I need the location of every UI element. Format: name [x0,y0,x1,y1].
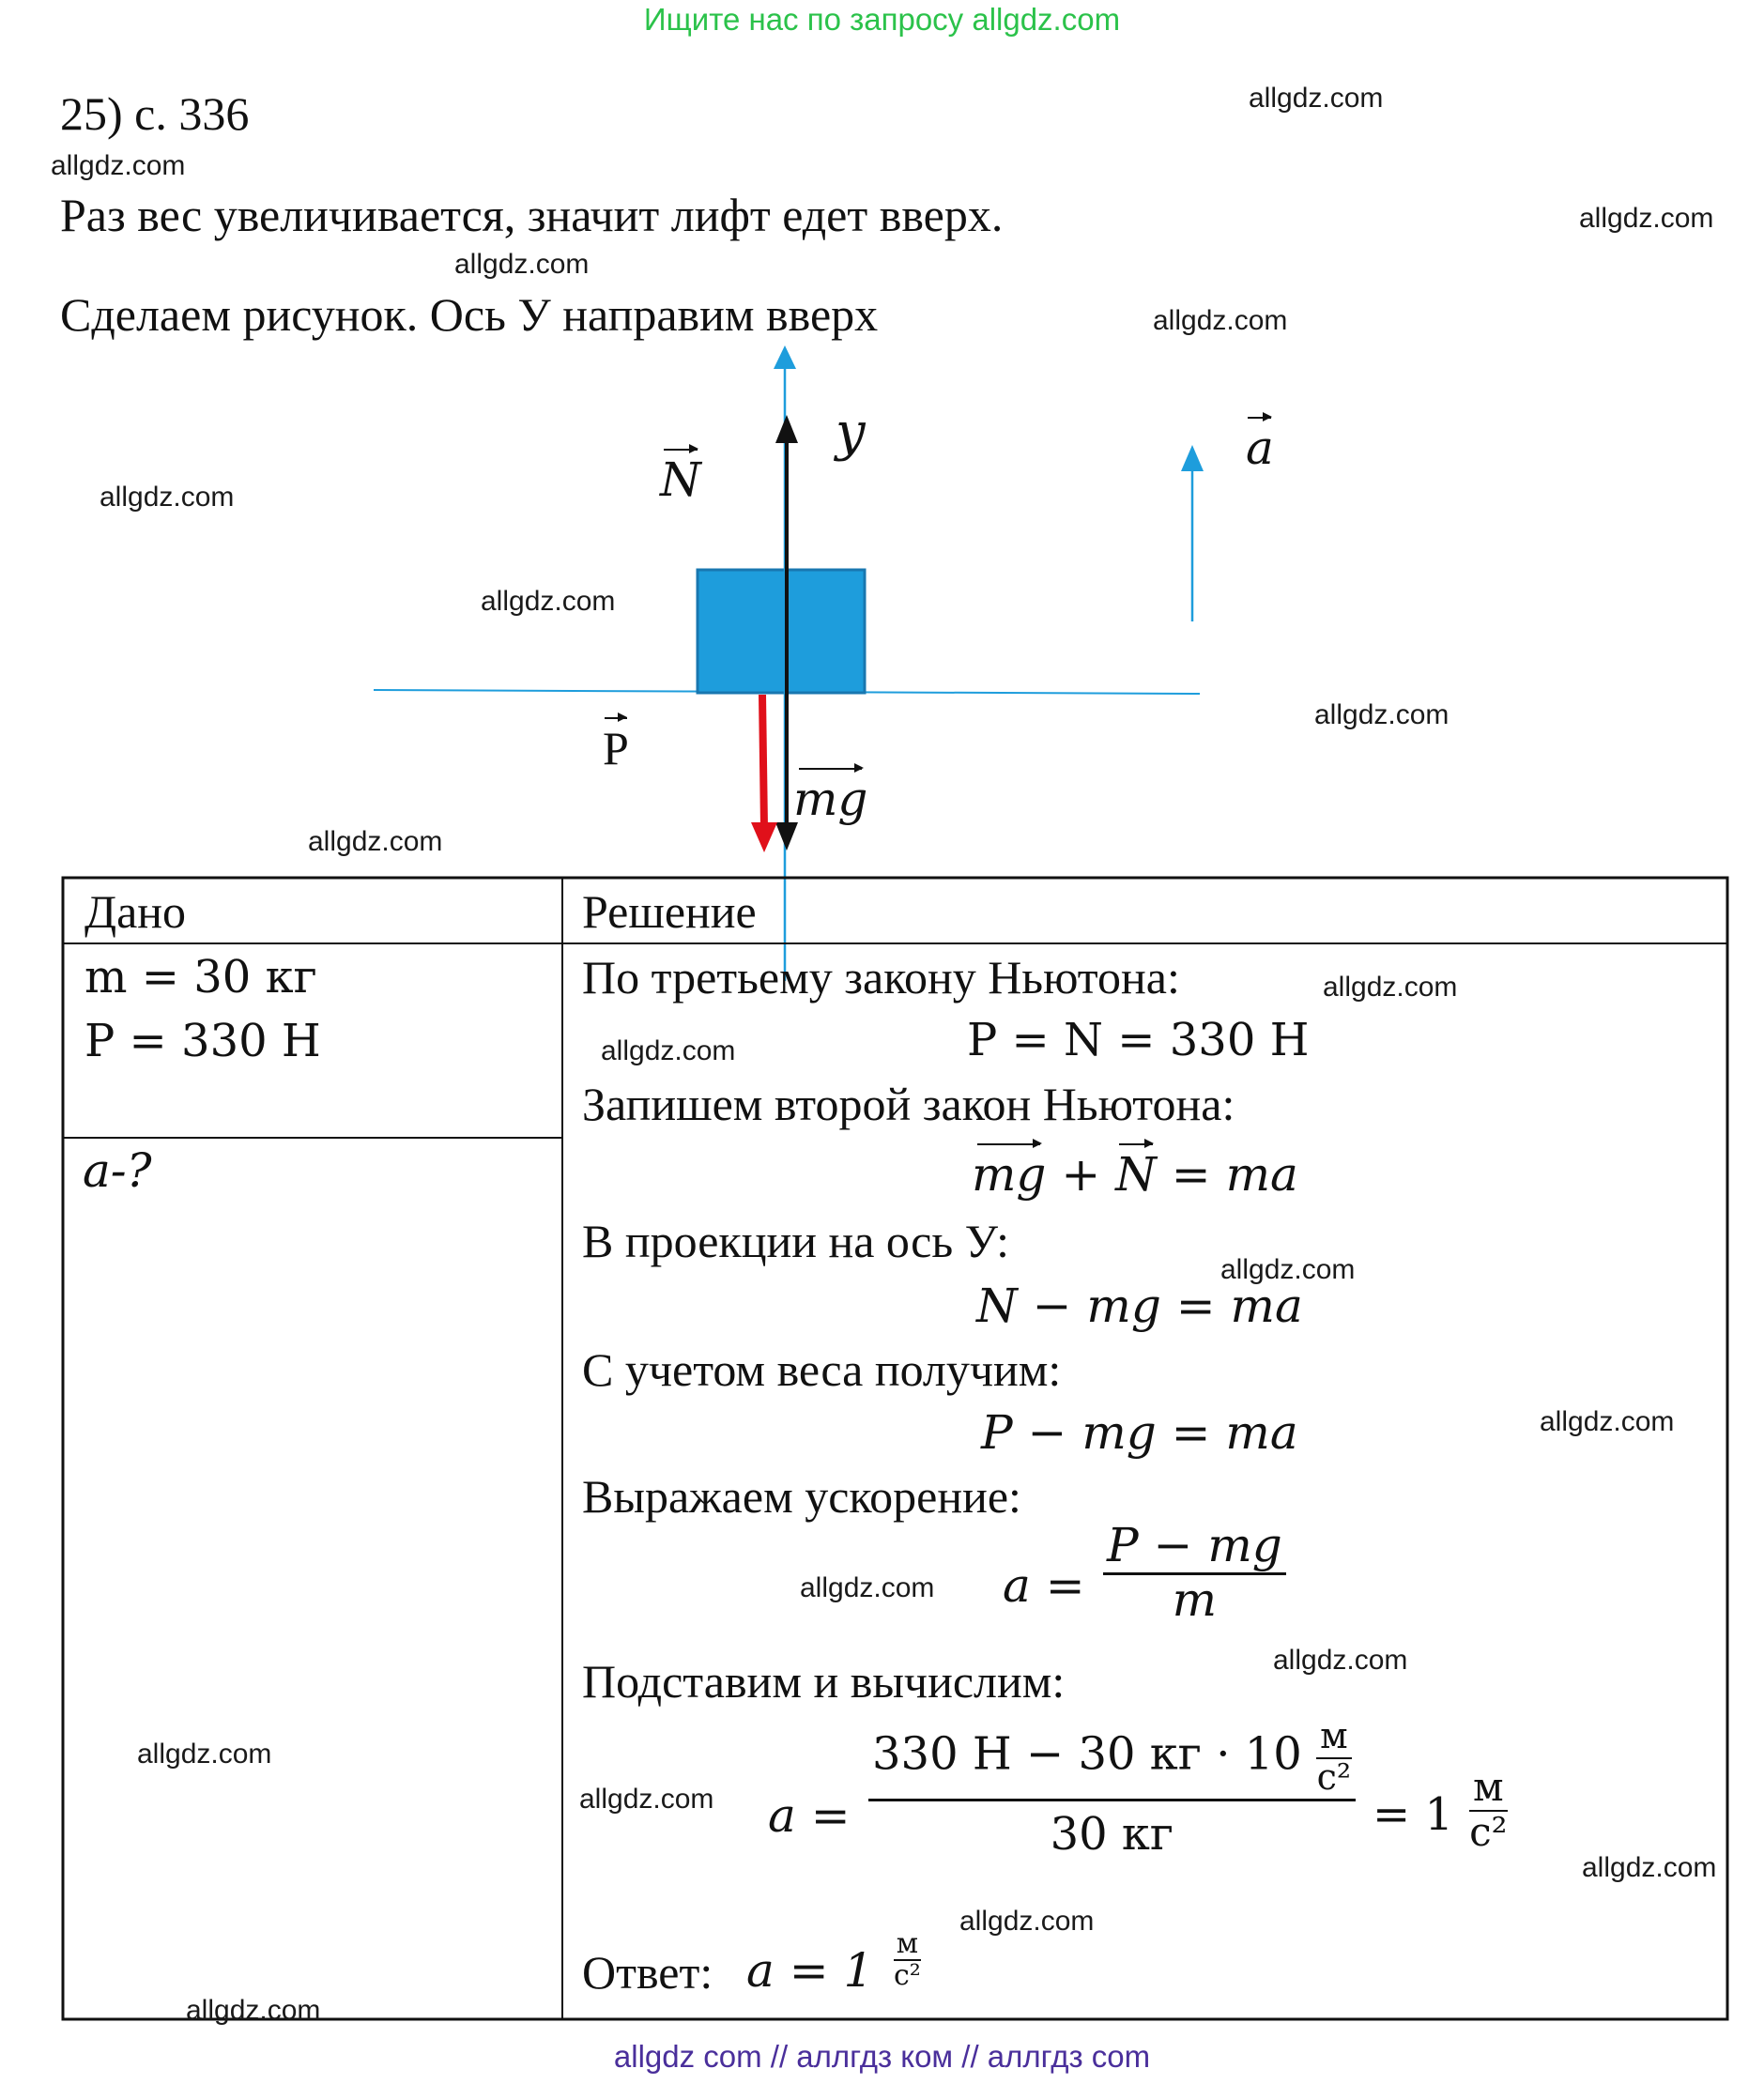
result-unit: $\frac{м}{\text{с²}}$ [1469,1764,1508,1856]
label-y: y [836,402,866,463]
watermark: allgdz.com [481,586,616,617]
formula-with-weight: P − mg = ma [981,1405,1298,1460]
label-mg: mg [793,772,868,826]
watermark: allgdz.com [186,1995,321,2026]
formula-express-fraction: $\frac{P - mg}{m}$ [1103,1521,1286,1624]
reasoning-line: Раз вес увеличивается, значит лифт едет вверх. [60,189,1004,241]
problem-id: 25) с. 336 [60,87,250,140]
watermark: allgdz.com [1314,699,1450,730]
instruction-line: Сделаем рисунок. Ось У направим вверх [60,288,879,341]
formula-projection: N − mg = ma [976,1279,1303,1333]
label-a: a [1246,421,1274,475]
watermark: allgdz.com [1579,203,1714,234]
given-header: Дано [84,885,187,938]
watermark: allgdz.com [1582,1852,1717,1883]
formula-second-law: mg + N = ma [972,1147,1298,1202]
formula-third-law: P = N = 330 Н [967,1014,1310,1066]
find-quantity: a-? [83,1143,152,1198]
formula-express-lhs: a = [1003,1558,1085,1613]
step-second-law: Запишем второй закон Ньютона: [582,1078,1235,1130]
top-banner: Ищите нас по запросу allgdz.com [643,2,1121,37]
formula-substitute-lhs: a = [768,1788,851,1843]
watermark: allgdz.com [51,150,186,181]
step-third-law: По третьему закону Ньютона: [582,951,1180,1004]
label-P: P [603,722,629,774]
answer-formula: a = 1 [746,1943,874,1998]
formula-substitute-result: = 1 [1373,1788,1454,1841]
step-projection: В проекции на ось У: [582,1215,1010,1267]
watermark: allgdz.com [959,1906,1095,1937]
watermark: allgdz.com [1249,83,1384,114]
watermark: allgdz.com [1153,305,1288,336]
step-express: Выражаем ускорение: [582,1470,1021,1523]
watermark: allgdz.com [308,826,443,857]
watermark: allgdz.com [800,1572,935,1603]
watermark: allgdz.com [1220,1254,1356,1285]
watermark: allgdz.com [1323,972,1458,1003]
given-weight: P = 330 Н [84,1015,321,1067]
formula-substitute-fraction: 330 Н − 30 кг · 10 $\frac{м}{\text{с²}}$ 30 кг [868,1718,1356,1858]
solution-header: Решение [582,885,757,938]
label-N: N [660,452,701,507]
watermark: allgdz.com [100,482,235,513]
watermark: allgdz.com [1540,1406,1675,1437]
footer-links: allgdz com // аллгдз ком // аллгдз com [613,2039,1151,2074]
watermark: allgdz.com [454,249,590,280]
answer-label: Ответ: [582,1946,713,1999]
watermark: allgdz.com [1273,1645,1408,1676]
step-substitute: Подставим и вычислим: [582,1655,1066,1708]
step-with-weight: С учетом веса получим: [582,1343,1062,1396]
watermark: allgdz.com [137,1739,272,1770]
answer-unit: $\frac{м}{\text{с²}}$ [894,1927,921,1992]
watermark: allgdz.com [601,1035,736,1066]
watermark: allgdz.com [579,1784,714,1815]
given-mass: m = 30 кг [84,951,317,1004]
